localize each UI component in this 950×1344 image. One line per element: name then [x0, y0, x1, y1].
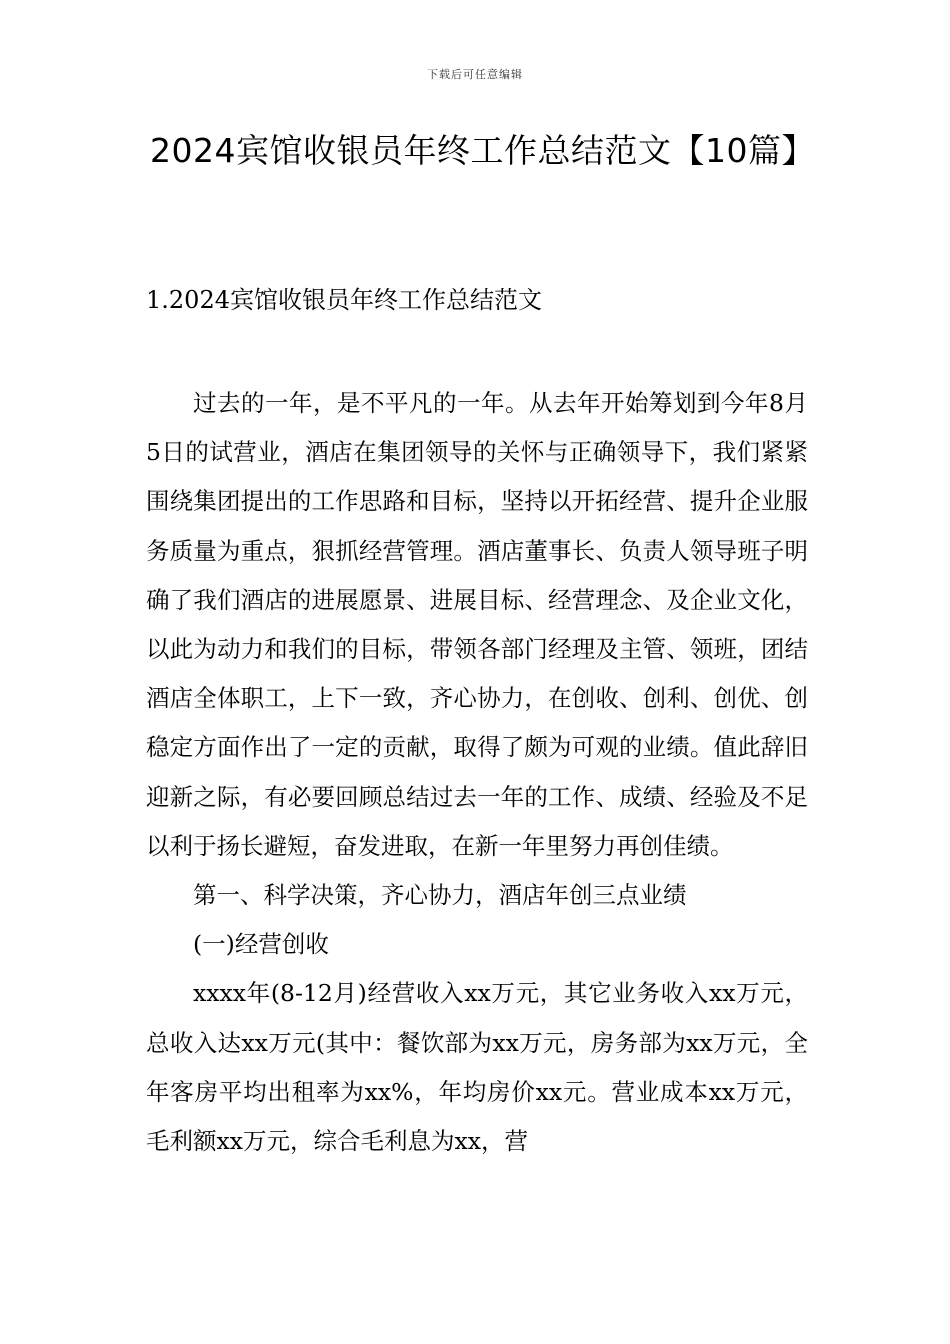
header-note: 下载后可任意编辑 [427, 68, 523, 81]
paragraph-subheading-first: 第一、科学决策，齐心协力，酒店年创三点业绩 [193, 881, 687, 910]
document-title: 2024宾馆收银员年终工作总结范文【10篇】 [150, 131, 815, 170]
document-body [146, 379, 808, 1166]
paragraph-revenue-details: xxxx年(8-12月)经营收入xx万元，其它业务收入xx万元，总收入达xx万元(其中：餐饮部为xx万元，房务部为xx万元，全年客房平均出租率为xx%，年均房价xx元。营业成本xx万元，毛利额xx万元，综合毛利息为xx，营 [146, 979, 808, 1156]
section-heading: 1.2024宾馆收银员年终工作总结范文 [146, 286, 542, 314]
paragraph-subheading-revenue: (一)经营创收 [193, 930, 329, 959]
paragraph-intro: 过去的一年，是不平凡的一年。从去年开始筹划到今年8月5日的试营业，酒店在集团领导的关怀与正确领导下，我们紧紧围绕集团提出的工作思路和目标，坚持以开拓经营、提升企业服务质量为重点，狠抓经营管理。酒店董事长、负责人领导班子明确了我们酒店的进展愿景、进展目标、经营理念、及企业文化，以此为动力和我们的目标，带领各部门经理及主管、领班，团结酒店全体职工，上下一致，齐心协力，在创收、创利、创优、创稳定方面作出了一定的贡献，取得了颇为可观的业绩。值此辞旧迎新之际，有必要回顾总结过去一年的工作、成绩、经验及不足以利于扬长避短，奋发进取，在新一年里努力再创佳绩。 [146, 389, 808, 860]
